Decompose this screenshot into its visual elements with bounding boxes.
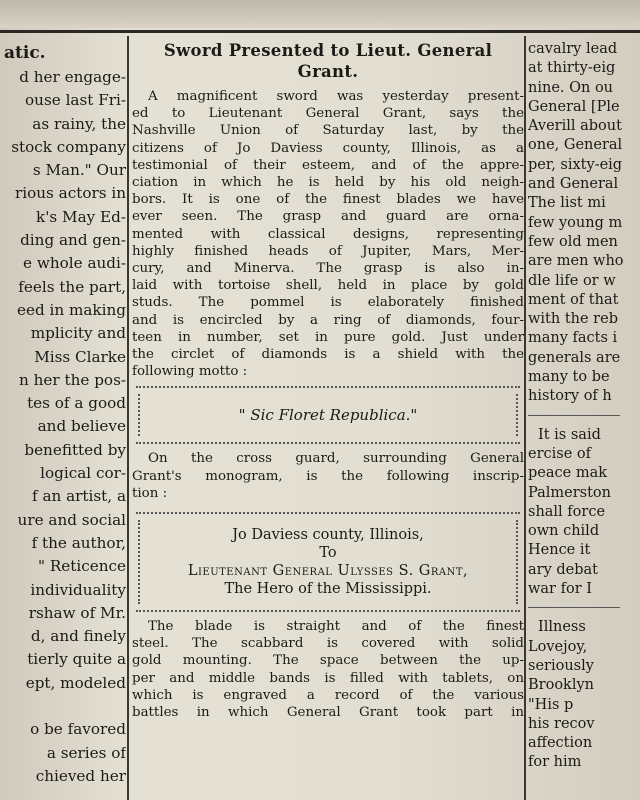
text-line: generals are bbox=[528, 349, 621, 366]
text-line: cavalry lead bbox=[528, 41, 618, 57]
text-line: seriously bbox=[528, 657, 594, 674]
text-line: cury, and Minerva. The grasp is also in- bbox=[132, 261, 524, 277]
article-paragraph-3 bbox=[132, 618, 524, 721]
text-line: battles in which General Grant took part in bbox=[132, 705, 524, 721]
text-line: highly finished heads of Jupiter, Mars, Mer- bbox=[132, 243, 524, 259]
text-line: f the author, bbox=[31, 533, 126, 552]
text-line: few old men bbox=[528, 233, 618, 250]
text-line: d her engage- bbox=[19, 68, 126, 86]
text-line: Illness bbox=[538, 619, 586, 636]
text-line: feels the part, bbox=[18, 277, 126, 296]
column-separator bbox=[528, 607, 620, 608]
right-column-block-3 bbox=[528, 618, 640, 772]
article-paragraph-1 bbox=[132, 88, 524, 380]
article bbox=[132, 40, 524, 721]
text-line: one, General bbox=[528, 137, 623, 154]
text-line: mented with classical designs, representing bbox=[132, 226, 524, 242]
text-line: General [Ple bbox=[528, 98, 620, 115]
text-line: f an artist, a bbox=[32, 487, 126, 506]
text-line: rious actors in bbox=[15, 184, 126, 203]
text-line: at thirty-eig bbox=[528, 60, 616, 77]
text-line: peace mak bbox=[528, 465, 607, 482]
text-line: ouse last Fri- bbox=[25, 91, 126, 110]
text-line: war for I bbox=[528, 581, 592, 598]
text-line: mplicity and bbox=[30, 324, 126, 343]
text-line: Brooklyn bbox=[528, 677, 595, 694]
text-line: nine. On ou bbox=[528, 79, 614, 96]
text-line: his recov bbox=[528, 715, 595, 732]
right-column-block-1 bbox=[528, 40, 640, 407]
text-line: which is engraved a record of the various bbox=[132, 687, 524, 703]
right-column-block-2 bbox=[528, 426, 640, 600]
column-rule-left bbox=[127, 36, 129, 800]
text-line: teen in number, set in pure gold. Just under bbox=[132, 329, 524, 345]
page-top-edge bbox=[0, 0, 640, 28]
text-line: ure and social bbox=[17, 510, 126, 529]
text-line: k's May Ed- bbox=[36, 207, 126, 226]
text-line: for him bbox=[528, 754, 582, 771]
text-line: ment of that bbox=[528, 291, 619, 308]
text-line: e whole audi- bbox=[23, 254, 126, 273]
text-line bbox=[0, 695, 126, 718]
text-line: It is said bbox=[538, 426, 601, 443]
text-line: Averill about bbox=[528, 118, 622, 135]
text-line: own child bbox=[528, 523, 600, 540]
text-line: A magnificent sword was yesterday present- bbox=[148, 89, 524, 104]
text-line: Miss Clarke bbox=[34, 347, 126, 366]
text-line: affection bbox=[528, 735, 593, 752]
text-line: the circlet of diamonds is a shield with the bbox=[132, 347, 524, 363]
text-line: steel. The scabbard is covered with solid bbox=[132, 636, 524, 652]
text-line: ept, modeled bbox=[25, 673, 126, 692]
text-line: per, sixty-eig bbox=[528, 156, 623, 173]
text-line: ary debat bbox=[528, 561, 598, 578]
left-column-heading: atic. bbox=[4, 43, 46, 63]
text-line: and General bbox=[528, 176, 619, 193]
dotted-rule bbox=[136, 610, 520, 612]
text-line: many facts i bbox=[528, 330, 618, 347]
text-line: The list mi bbox=[528, 195, 606, 212]
dotted-rule bbox=[136, 442, 520, 444]
text-line: The blade is straight and of the finest bbox=[148, 619, 524, 635]
text-line: individuality bbox=[30, 580, 126, 599]
text-line: ercise of bbox=[528, 445, 591, 462]
text-line: Hence it bbox=[528, 542, 591, 559]
text-line: s Man." Our bbox=[32, 161, 126, 180]
dotted-rule bbox=[136, 386, 520, 388]
text-line: ciation in which he is held by his old neigh- bbox=[132, 175, 524, 191]
inscription-line: Jo Daviess county, Illinois, bbox=[232, 527, 424, 544]
text-line: bors. It is one of the finest blades we have bbox=[132, 192, 524, 208]
text-line: are men who bbox=[528, 253, 624, 270]
text-line: per and middle bands is filled with tablets, on bbox=[132, 670, 524, 686]
text-line: a series of bbox=[46, 743, 126, 762]
text-line: eed in making bbox=[16, 300, 126, 319]
text-line: shall force bbox=[528, 503, 606, 520]
text-line: o be favored bbox=[30, 720, 126, 739]
text-line: laid with tortoise shell, held in place by gold bbox=[132, 278, 524, 294]
text-line: ed to Lieutenant General Grant, says the bbox=[132, 106, 524, 122]
text-line: chieved her bbox=[35, 766, 126, 785]
text-line: stock company bbox=[11, 137, 126, 156]
inscription-box bbox=[138, 520, 518, 604]
header-rule bbox=[0, 30, 640, 33]
inscription-line: Lieutenant General Ulysses S. Grant, bbox=[187, 563, 469, 580]
text-line: On the cross guard, surrounding General bbox=[148, 451, 524, 467]
text-line: dle life or w bbox=[528, 272, 616, 289]
dotted-rule bbox=[136, 512, 520, 514]
text-line: studs. The pommel is elaborately finished bbox=[132, 295, 524, 311]
right-column bbox=[528, 40, 640, 773]
text-line: ever seen. The grasp and guard are orna- bbox=[132, 209, 524, 225]
text-line: many to be bbox=[528, 369, 610, 386]
text-line: Lovejoy, bbox=[528, 638, 588, 655]
article-headline-line-1: Sword Presented to Lieut. General bbox=[163, 41, 493, 60]
text-line: benefitted by bbox=[24, 440, 126, 459]
text-line: "His p bbox=[528, 696, 574, 713]
text-line: " Reticence bbox=[38, 557, 126, 576]
column-separator bbox=[528, 415, 620, 416]
text-line: d, and finely bbox=[30, 627, 126, 646]
text-line: and believe bbox=[37, 417, 126, 436]
text-line: Grant's monogram, is the following inscrip- bbox=[132, 468, 524, 484]
text-line: ding and gen- bbox=[20, 231, 126, 250]
text-line: with the reb bbox=[528, 311, 618, 328]
text-line: rshaw of Mr. bbox=[28, 603, 126, 622]
text-line: n her the pos- bbox=[19, 370, 126, 389]
text-line: as rainy, the bbox=[32, 114, 126, 133]
text-line: and is encircled by a ring of diamonds, four- bbox=[132, 312, 524, 328]
article-headline-line-2: Grant. bbox=[297, 62, 359, 81]
text-line: logical cor- bbox=[40, 464, 126, 483]
text-line: Palmerston bbox=[528, 484, 611, 501]
text-line: gold mounting. The space between the up- bbox=[132, 653, 524, 669]
motto-box bbox=[138, 394, 518, 436]
text-line: history of h bbox=[528, 388, 612, 405]
text-line: following motto : bbox=[132, 364, 248, 380]
motto-text: " Sic Floret Republica." bbox=[238, 406, 418, 425]
text-line: citizens of Jo Daviess county, Illinois, as a bbox=[132, 140, 524, 156]
column-rule-right bbox=[524, 36, 526, 800]
inscription-line: To bbox=[319, 545, 337, 562]
text-line: tierly quite a bbox=[27, 650, 126, 669]
left-column bbox=[0, 40, 126, 788]
text-line: tes of a good bbox=[27, 394, 126, 413]
left-column-text bbox=[0, 66, 126, 788]
inscription-line: The Hero of the Mississippi. bbox=[224, 581, 432, 598]
text-line: tion : bbox=[132, 485, 168, 501]
text-line: Nashville Union of Saturday last, by the bbox=[132, 123, 524, 139]
article-paragraph-2 bbox=[132, 450, 524, 502]
text-line: few young m bbox=[528, 214, 623, 231]
text-line: testimonial of their esteem, and of the appre- bbox=[132, 157, 524, 173]
